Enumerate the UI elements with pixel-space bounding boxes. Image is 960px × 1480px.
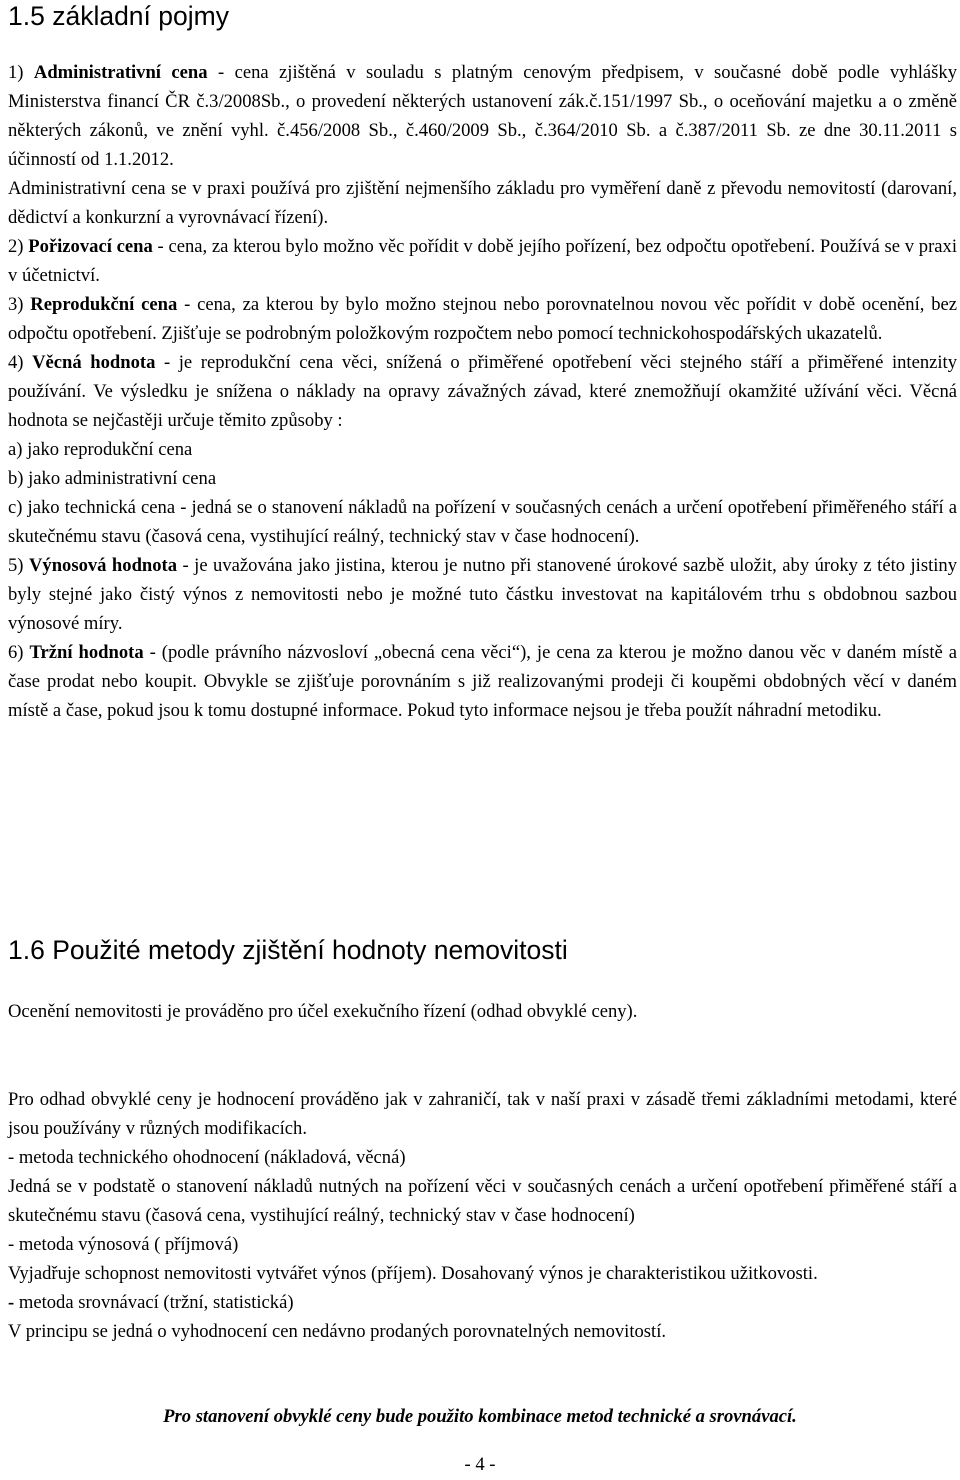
term-administrative-price: Administrativní cena	[33, 62, 208, 83]
term-yield-value: Výnosová hodnota	[28, 555, 178, 576]
term-reproduction-price: Reprodukční cena	[30, 294, 178, 315]
method-yield-text: Vyjadřuje schopnost nemovitosti vytvářet výnos (příjem). Dosahovaný výnos je charakteristikou užitkovosti.	[8, 1263, 818, 1284]
definition-material-value: 4) Věcná hodnota - je reprodukční cena věci, snížená o přiměřené opotřebení věci stejného stáří a přiměřené intenzity používání. Ve výsledku je snížena o náklady na opravy závažných závad, které znemožňují okamžité užívání věci. Věcná hodnota se nejčastěji určuje těmito způsoby :	[8, 352, 958, 431]
administrative-price-usage: Administrativní cena se v praxi používá pro zjištění nejmenšího základu pro vyměření daně z převodu nemovitostí (darovaní, dědictví a konkurzní a vyrovnávací řízení).	[8, 178, 957, 228]
material-value-option-b: b) jako administrativní cena	[8, 468, 217, 489]
page-number: - 4 -	[464, 1454, 496, 1475]
method-technical-title: - metoda technického ohodnocení (nákladová, věcná)	[8, 1147, 406, 1168]
section-1-6-intro	[8, 997, 957, 1026]
conclusion-statement: Pro stanovení obvyklé ceny bude použito kombinace metod technické a srovnávací.	[163, 1406, 797, 1427]
material-value-option-c: c) jako technická cena - jedná se o stanovení nákladů na pořízení v současných cenách a určení opotřebení přiměřeného stáří a skutečnému stavu (časová cena, vystihující reálný, technický stav v čase hodnocení).	[8, 497, 957, 547]
definition-reproduction-price: 3) Reprodukční cena - cena, za kterou by bylo možno stejnou nebo porovnatelnou novou věc pořídit v době ocenění, bez odpočtu opotřebení. Zjišťuje se podrobným položkovým rozpočtem nebo pomocí technickohospodářských ukazatelů.	[8, 294, 958, 344]
valuation-purpose: Ocenění nemovitosti je prováděno pro účel exekučního řízení (odhad obvyklé ceny).	[8, 1001, 638, 1022]
definition-yield-value: 5) Výnosová hodnota - je uvažována jako jistina, kterou je nutno při stanovené úrokové sazbě uložit, aby úroky z této jistiny byly stejné jako čistý výnos z nemovitosti nebo je možné tuto částku investovat na kapitálovém trhu s obdobnou sazbou výnosové míry.	[8, 555, 957, 634]
section-1-6-body	[8, 1085, 957, 1346]
definition-administrative-price: 1) Administrativní cena - cena zjištěná v souladu s platným cenovým předpisem, v současné době podle vyhlášky Ministerstva financí ČR č.3/2008Sb., o provedení některých ustanovení zák.č.151/1997 Sb., o oceňování majetku a o změně některých zákonů, ve znění vyhl. č.456/2008 Sb., č.460/2009 Sb., č.364/2010 Sb. a č.387/2011 Sb. ze dne 30.11.2011 s účinností od 1.1.2012.	[8, 62, 957, 170]
term-acquisition-price: Pořizovací cena	[28, 236, 153, 257]
method-comparative-title: - metoda srovnávací (tržní, statistická)	[8, 1292, 294, 1313]
definition-acquisition-price: 2) Pořizovací cena - cena, za kterou bylo možno věc pořídit v době jejího pořízení, bez odpočtu opotřebení. Používá se v praxi v účetnictví.	[8, 236, 957, 286]
section-heading-1-5: 1.5 základní pojmy	[8, 1, 229, 31]
method-comparative-text: V principu se jedná o vyhodnocení cen nedávno prodaných porovnatelných nemovitostí.	[8, 1321, 667, 1342]
section-heading-1-6: 1.6 Použité metody zjištění hodnoty nemovitosti	[8, 935, 568, 965]
definition-market-value: 6) Tržní hodnota - (podle právního názvosloví „obecná cena věci“), je cena za kterou je možno danou věc v daném místě a čase prodat nebo koupit. Obvykle se zjišťuje porovnáním s již realizovanými prodeji či koupěmi obdobných věcí v daném místě a čase, pokud jsou k tomu dostupné informace. Pokud tyto informace nejsou je třeba použít náhradní metodiku.	[8, 642, 957, 721]
section-1-5-body	[8, 58, 957, 725]
material-value-option-a: a) jako reprodukční cena	[8, 439, 193, 460]
term-material-value: Věcná hodnota	[32, 352, 156, 373]
methods-overview: Pro odhad obvyklé ceny je hodnocení prováděno jak v zahraničí, tak v naší praxi v zásadě třemi základními metodami, které jsou používány v různých modifikacích.	[8, 1089, 957, 1139]
term-market-value: Tržní hodnota	[29, 642, 144, 663]
method-technical-text: Jedná se v podstatě o stanovení nákladů nutných na pořízení věci v současných cenách a určení opotřebení přiměřené stáří a skutečnému stavu (časová cena, vystihující reálný, technický stav v čase hodnocení)	[8, 1176, 957, 1226]
method-yield-title: - metoda výnosová ( příjmová)	[8, 1234, 239, 1255]
